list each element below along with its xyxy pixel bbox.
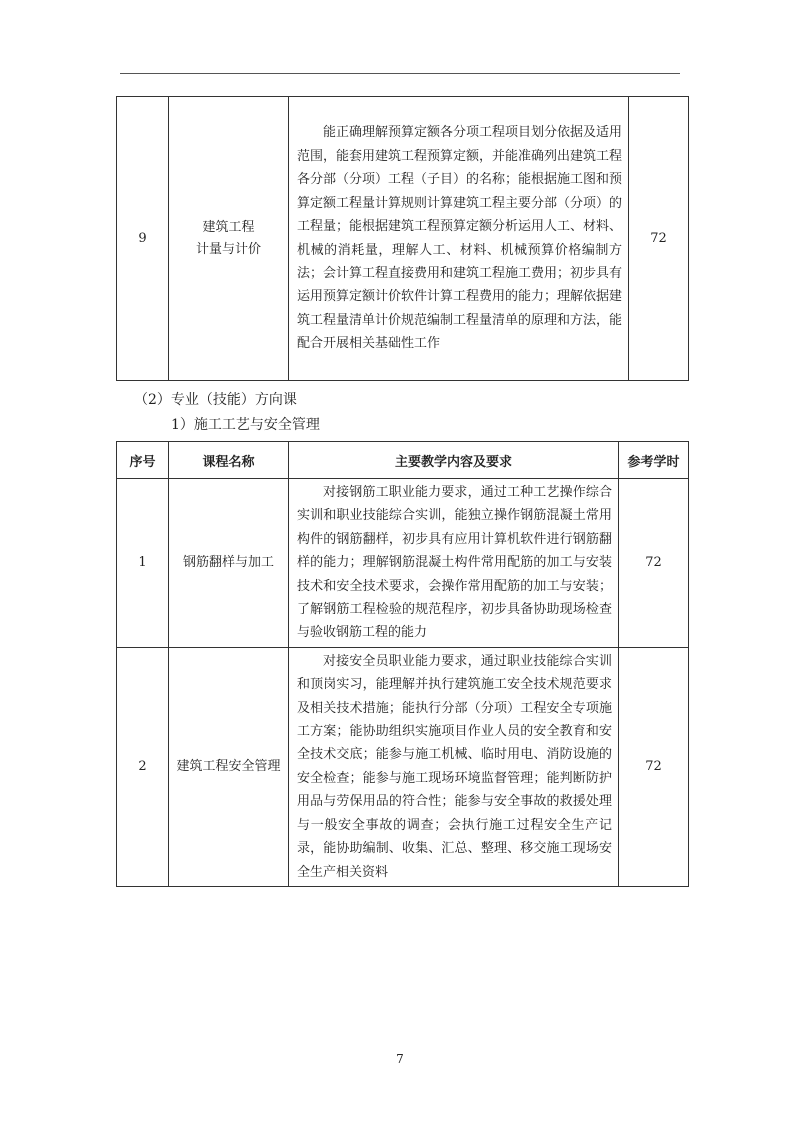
course-name [169,97,289,381]
course-hours: 72 [619,647,689,886]
table-header-row [117,442,689,479]
course-description: 能正确理解预算定额各分项工程项目划分依据及适用范围，能套用建筑工程预算定额，并能准确列出建筑工程各分部（分项）工程（子目）的名称；能根据施工图和预算定额工程量计算规则计算建筑工程主要分部（分项）的工程量；能根据建筑工程预算定额分析运用人工、材料、机械的消耗量，理解人工、材料、机械预算价格编制方法；会计算工程直接费用和建筑工程施工费用；初步具有运用预算定额计价软件计算工程费用的能力；理解依据建筑工程量清单计价规范编制工程量清单的原理和方法，能配合开展相关基础性工作 [289,97,629,381]
course-name: 建筑工程安全管理 [169,647,289,886]
section-heading: （2）专业（技能）方向课 [134,392,297,408]
page-number: 7 [396,1052,404,1066]
row-index: 1 [117,479,169,648]
table-row [117,647,689,886]
table-row [117,479,689,648]
course-hours: 72 [619,479,689,648]
section-subheading: 1）施工工艺与安全管理 [171,417,320,433]
table-row [117,97,689,381]
header-name: 课程名称 [169,442,289,479]
header-index: 序号 [117,442,169,479]
row-index: 9 [117,97,169,381]
row-index: 2 [117,647,169,886]
header-hours: 参考学时 [619,442,689,479]
course-hours: 72 [629,97,689,381]
course-name-line2: 计量与计价 [195,241,261,257]
header-rule [120,73,680,74]
course-name: 钢筋翻样与加工 [169,479,289,648]
course-name-line1: 建筑工程 [202,219,255,235]
course-description: 对接安全员职业能力要求，通过职业技能综合实训和顶岗实习，能理解并执行建筑施工安全技术规范要求及相关技术措施；能执行分部（分项）工程安全专项施工方案；能协助组织实施项目作业人员的安全教育和安全技术交底；能参与施工机械、临时用电、消防设施的安全检查；能参与施工现场环境监督管理；能判断防护用品与劳保用品的符合性；能参与安全事故的救援处理与一般安全事故的调查；会执行施工过程安全生产记录，能协助编制、收集、汇总、整理、移交施工现场安全生产相关资料 [289,647,619,886]
course-table-continued [116,96,689,381]
header-content: 主要教学内容及要求 [289,442,619,479]
course-description: 对接钢筋工职业能力要求，通过工种工艺操作综合实训和职业技能综合实训，能独立操作钢筋混凝土常用构件的钢筋翻样，初步具有应用计算机软件进行钢筋翻样的能力；理解钢筋混凝土构件常用配筋的加工与安装技术和安全技术要求，会操作常用配筋的加工与安装；了解钢筋工程检验的规范程序，初步具备协助现场检查与验收钢筋工程的能力 [289,479,619,648]
course-table [116,441,689,887]
